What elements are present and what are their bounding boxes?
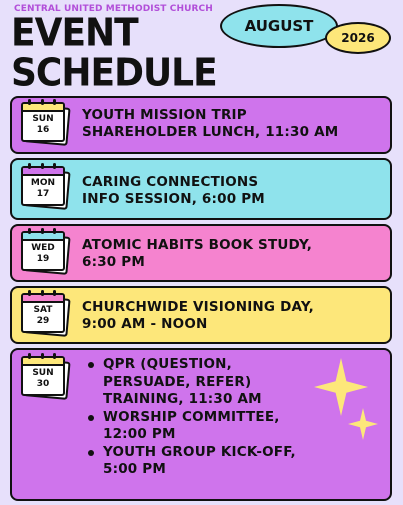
event-day: SUN xyxy=(32,368,54,378)
sparkle-icon xyxy=(314,358,368,416)
event-line: QPR (QUESTION, xyxy=(103,356,232,372)
event-day: MON xyxy=(30,178,56,188)
page-title-line-2: SCHEDULE xyxy=(11,51,217,96)
event-details xyxy=(82,299,314,333)
event-bullet-item xyxy=(86,444,296,479)
calendar-icon xyxy=(21,166,71,210)
event-line: ATOMIC HABITS BOOK STUDY, xyxy=(82,237,313,253)
event-line: 12:00 PM xyxy=(103,426,176,442)
event-details xyxy=(82,174,265,208)
event-line: PERSUADE, REFER) xyxy=(103,373,252,390)
year-badge xyxy=(325,22,391,54)
event-line: YOUTH GROUP KICK-OFF, xyxy=(103,443,296,460)
event-details xyxy=(82,107,338,141)
event-line: YOUTH MISSION TRIP xyxy=(82,107,247,123)
calendar-icon xyxy=(21,231,71,275)
calendar-icon xyxy=(21,293,71,337)
event-date: 29 xyxy=(36,316,50,326)
event-date: 17 xyxy=(36,189,50,199)
event-line: 5:00 PM xyxy=(103,461,167,477)
organization-name: CENTRAL UNITED METHODIST CHURCH xyxy=(14,4,213,14)
month-badge xyxy=(220,4,338,48)
event-card-aug-30 xyxy=(10,348,392,501)
sparkle-icon xyxy=(348,408,378,440)
event-day: SAT xyxy=(33,305,53,315)
event-bullet-list xyxy=(86,356,296,479)
event-card-aug-19 xyxy=(10,224,392,282)
page-title-line-1: EVENT xyxy=(11,11,138,56)
event-line: CHURCHWIDE VISIONING DAY, xyxy=(82,299,314,315)
event-date: 19 xyxy=(36,254,50,264)
month-label: AUGUST xyxy=(244,17,314,35)
event-bullet-item xyxy=(86,356,296,409)
event-day: WED xyxy=(31,243,55,253)
event-date: 16 xyxy=(36,125,50,135)
event-bullet-item xyxy=(86,409,296,444)
year-label: 2026 xyxy=(341,31,375,45)
event-details xyxy=(82,237,312,271)
event-line: 9:00 AM - NOON xyxy=(82,316,208,332)
calendar-icon xyxy=(21,356,71,400)
event-line: 6:30 PM xyxy=(82,254,146,270)
event-date: 30 xyxy=(36,379,50,389)
event-line: CARING CONNECTIONS xyxy=(82,174,259,190)
event-card-aug-16 xyxy=(10,96,392,154)
event-line: TRAINING, 11:30 AM xyxy=(103,391,262,407)
event-line: SHAREHOLDER LUNCH, 11:30 AM xyxy=(82,124,339,140)
event-card-aug-17 xyxy=(10,158,392,220)
event-line: WORSHIP COMMITTEE, xyxy=(103,408,280,425)
event-line: INFO SESSION, 6:00 PM xyxy=(82,191,265,207)
calendar-icon xyxy=(21,102,71,146)
event-day: SUN xyxy=(32,114,54,124)
event-card-aug-29 xyxy=(10,286,392,344)
